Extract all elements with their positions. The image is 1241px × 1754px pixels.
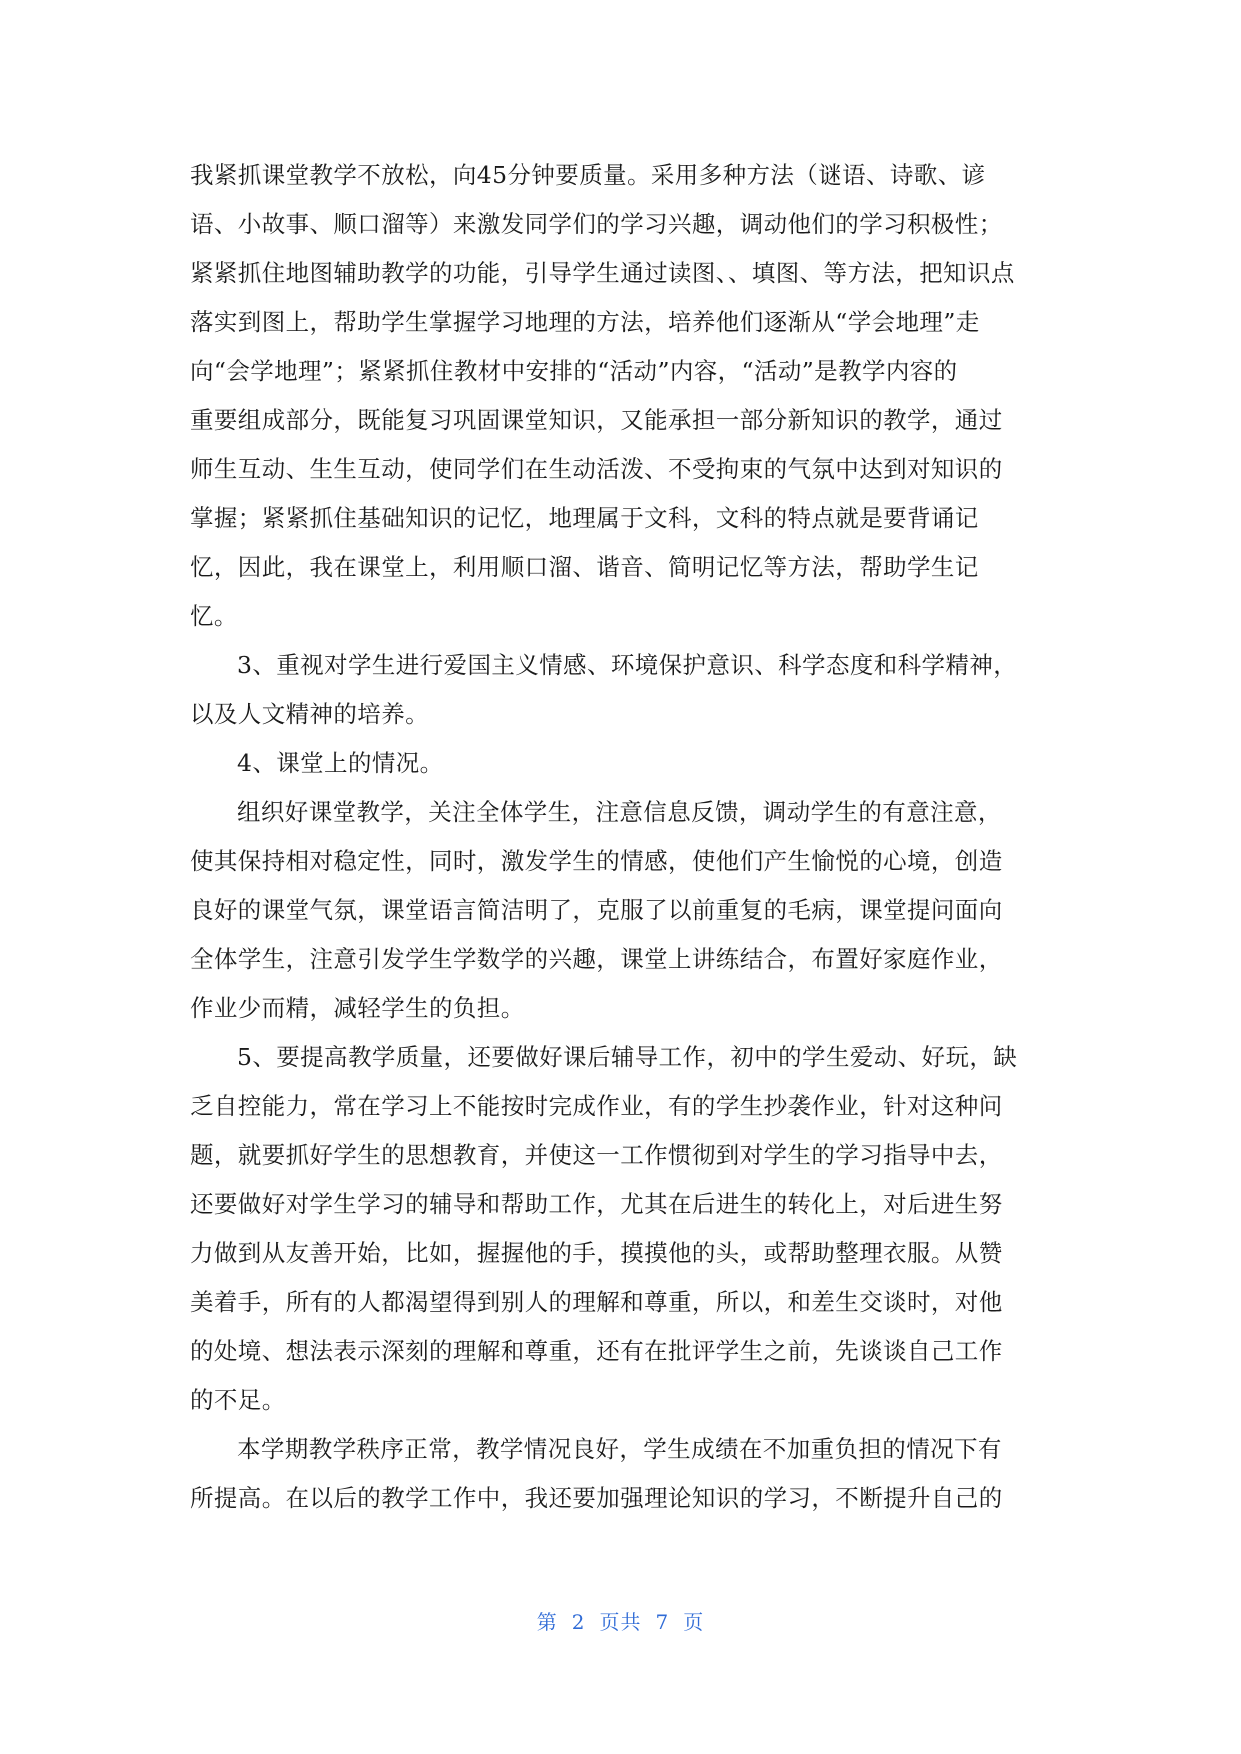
text-line: 乏自控能力，常在学习上不能按时完成作业，有的学生抄袭作业，针对这种问 xyxy=(190,1092,1003,1120)
text-line: 忆。 xyxy=(190,602,238,630)
text-line: 题，就要抓好学生的思想教育，并使这一工作惯彻到对学生的学习指导中去， xyxy=(190,1141,1003,1169)
paragraph-start-line: 组织好课堂教学，关注全体学生，注意信息反馈，调动学生的有意注意， xyxy=(237,798,1002,826)
text-line: 还要做好对学生学习的辅导和帮助工作，尤其在后进生的转化上，对后进生努 xyxy=(190,1190,1003,1218)
text-line: 紧紧抓住地图辅助教学的功能，引导学生通过读图、、填图、等方法，把知识点 xyxy=(190,259,1015,287)
paragraph-start-line: 本学期教学秩序正常，教学情况良好，学生成绩在不加重负担的情况下有 xyxy=(237,1435,1002,1463)
text-line: 作业少而精，减轻学生的负担。 xyxy=(190,994,525,1022)
text-line: 我紧抓课堂教学不放松，向45分钟要质量。采用多种方法（谜语、诗歌、谚 xyxy=(190,161,986,189)
text-line: 忆，因此，我在课堂上，利用顺口溜、谐音、简明记忆等方法，帮助学生记 xyxy=(190,553,979,581)
body-text xyxy=(190,151,1058,1523)
footer-suffix: 页 xyxy=(683,1610,705,1634)
total-page-count: 7 xyxy=(655,1610,670,1634)
text-line: 的处境、想法表示深刻的理解和尊重，还有在批评学生之前，先谈谈自己工作 xyxy=(190,1337,1003,1365)
text-line: 全体学生，注意引发学生学数学的兴趣，课堂上讲练结合，布置好家庭作业， xyxy=(190,945,1003,973)
text-line: 语、小故事、顺口溜等）来激发同学们的学习兴趣，调动他们的学习积极性； xyxy=(190,210,1003,238)
paragraph-start-line: 4、课堂上的情况。 xyxy=(237,749,444,777)
text-line: 美着手，所有的人都渴望得到别人的理解和尊重，所以，和差生交谈时，对他 xyxy=(190,1288,1003,1316)
page-footer xyxy=(0,1606,1241,1635)
text-line: 的不足。 xyxy=(190,1386,286,1414)
text-line: 所提高。在以后的教学工作中，我还要加强理论知识的学习，不断提升自己的 xyxy=(190,1484,1003,1512)
text-line: 良好的课堂气氛，课堂语言简洁明了，克服了以前重复的毛病，课堂提问面向 xyxy=(190,896,1003,924)
text-line: 师生互动、生生互动，使同学们在生动活泼、不受拘束的气氛中达到对知识的 xyxy=(190,455,1003,483)
text-line: 落实到图上，帮助学生掌握学习地理的方法，培养他们逐渐从“学会地理”走 xyxy=(190,308,980,336)
paragraph-start-line: 5、要提高教学质量，还要做好课后辅导工作，初中的学生爱动、好玩，缺 xyxy=(237,1043,1018,1071)
footer-prefix: 第 xyxy=(536,1610,558,1634)
text-line: 向“会学地理”；紧紧抓住教材中安排的“活动”内容，“活动”是教学内容的 xyxy=(190,357,958,385)
text-line: 掌握；紧紧抓住基础知识的记忆，地理属于文科，文科的特点就是要背诵记 xyxy=(190,504,979,532)
text-line: 使其保持相对稳定性，同时，激发学生的情感，使他们产生愉悦的心境，创造 xyxy=(190,847,1003,875)
current-page-number: 2 xyxy=(571,1610,586,1634)
text-line: 以及人文精神的培养。 xyxy=(190,700,429,728)
footer-middle: 页共 xyxy=(599,1610,642,1634)
text-line: 力做到从友善开始，比如，握握他的手，摸摸他的头，或帮助整理衣服。从赞 xyxy=(190,1239,1003,1267)
paragraph-start-line: 3、重视对学生进行爱国主义情感、环境保护意识、科学态度和科学精神， xyxy=(237,651,1018,679)
text-line: 重要组成部分，既能复习巩固课堂知识，又能承担一部分新知识的教学，通过 xyxy=(190,406,1003,434)
